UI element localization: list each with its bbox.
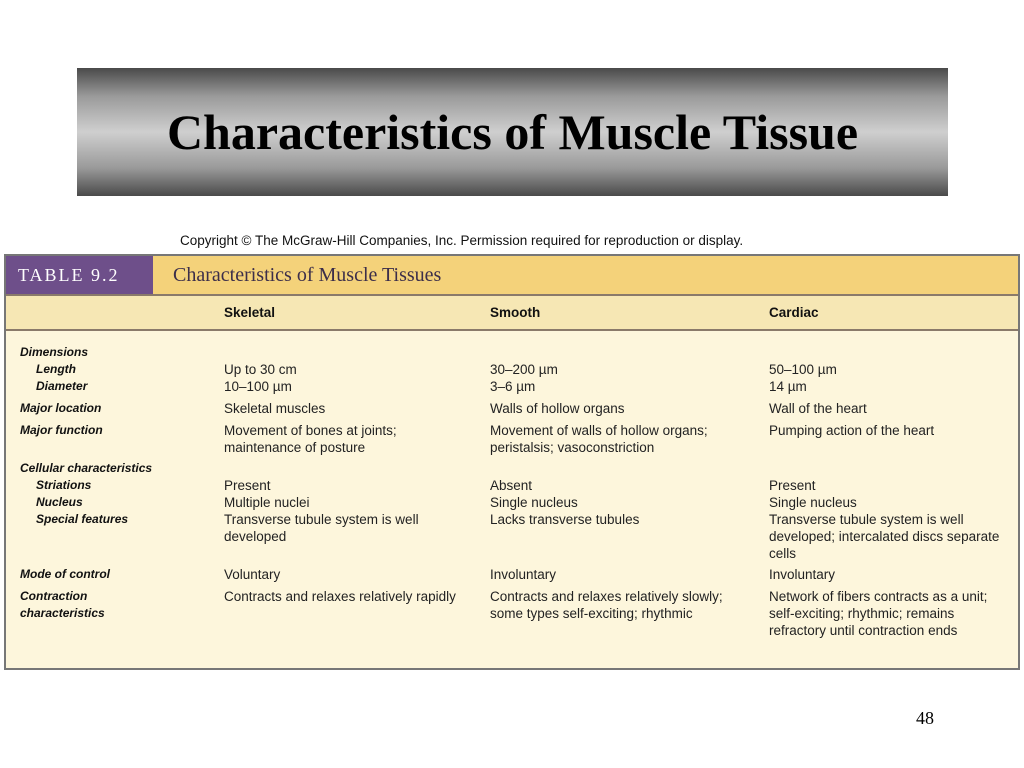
cell-smooth: Involuntary xyxy=(490,567,557,582)
cell-smooth: Walls of hollow organs xyxy=(490,401,625,416)
table-number: TABLE 9.2 xyxy=(6,256,153,294)
row-label: Nucleus xyxy=(36,495,83,509)
cell-cardiac: Network of fibers contracts as a unit; self-exciting; rhythmic; remains refractory until contraction ends xyxy=(769,589,988,638)
cell-cardiac: Wall of the heart xyxy=(769,401,867,416)
cell-cardiac: Present xyxy=(769,478,816,493)
row-label: Length xyxy=(36,362,76,376)
cell-skeletal: Contracts and relaxes relatively rapidly xyxy=(224,589,456,604)
cell-skeletal: Up to 30 cm xyxy=(224,362,297,377)
cell-skeletal: Transverse tubule system is well developed xyxy=(224,512,419,544)
row-label: Contraction characteristics xyxy=(20,589,105,620)
cell-skeletal: Skeletal muscles xyxy=(224,401,326,416)
cell-smooth: 3–6 µm xyxy=(490,379,536,394)
cell-cardiac: 50–100 µm xyxy=(769,362,837,377)
cell-smooth: Absent xyxy=(490,478,533,493)
row-label: Major function xyxy=(20,423,103,437)
cell-skeletal: Voluntary xyxy=(224,567,281,582)
column-header-row xyxy=(6,296,1018,331)
cell-smooth: 30–200 µm xyxy=(490,362,558,377)
row-label: Cellular characteristics xyxy=(20,461,153,475)
cell-cardiac: Single nucleus xyxy=(769,495,857,510)
row-label: Special features xyxy=(36,512,129,526)
cell-smooth: Lacks transverse tubules xyxy=(490,512,640,527)
cell-cardiac: 14 µm xyxy=(769,379,807,394)
table-header xyxy=(6,256,1018,296)
cell-skeletal: Present xyxy=(224,478,271,493)
muscle-table xyxy=(4,254,1020,670)
cell-cardiac: Involuntary xyxy=(769,567,836,582)
row-label: Major location xyxy=(20,401,102,415)
slide-title: Characteristics of Muscle Tissue xyxy=(166,104,859,160)
copyright-notice: Copyright © The McGraw-Hill Companies, Inc. Permission required for reproduction or display. xyxy=(180,233,744,248)
cell-smooth: Movement of walls of hollow organs; peristalsis; vasoconstriction xyxy=(490,423,708,455)
cell-skeletal: Movement of bones at joints; maintenance of posture xyxy=(224,423,397,455)
cell-cardiac: Pumping action of the heart xyxy=(769,423,935,438)
table-caption: Characteristics of Muscle Tissues xyxy=(173,263,442,286)
cell-smooth: Contracts and relaxes relatively slowly; some types self-exciting; rhythmic xyxy=(490,589,723,621)
cell-cardiac: Transverse tubule system is well developed; intercalated discs separate cells xyxy=(769,512,1000,561)
table-body xyxy=(6,329,1018,668)
title-banner xyxy=(77,68,948,196)
cell-skeletal: Multiple nuclei xyxy=(224,495,310,510)
row-label: Striations xyxy=(36,478,92,492)
column-header-smooth: Smooth xyxy=(490,305,541,320)
row-label: Mode of control xyxy=(20,567,110,581)
row-label: Dimensions xyxy=(20,345,89,359)
column-header-skeletal: Skeletal xyxy=(224,305,276,320)
cell-skeletal: 10–100 µm xyxy=(224,379,292,394)
page-number: 48 xyxy=(916,708,934,728)
column-header-cardiac: Cardiac xyxy=(769,305,819,320)
row-label: Diameter xyxy=(36,379,88,393)
cell-smooth: Single nucleus xyxy=(490,495,578,510)
